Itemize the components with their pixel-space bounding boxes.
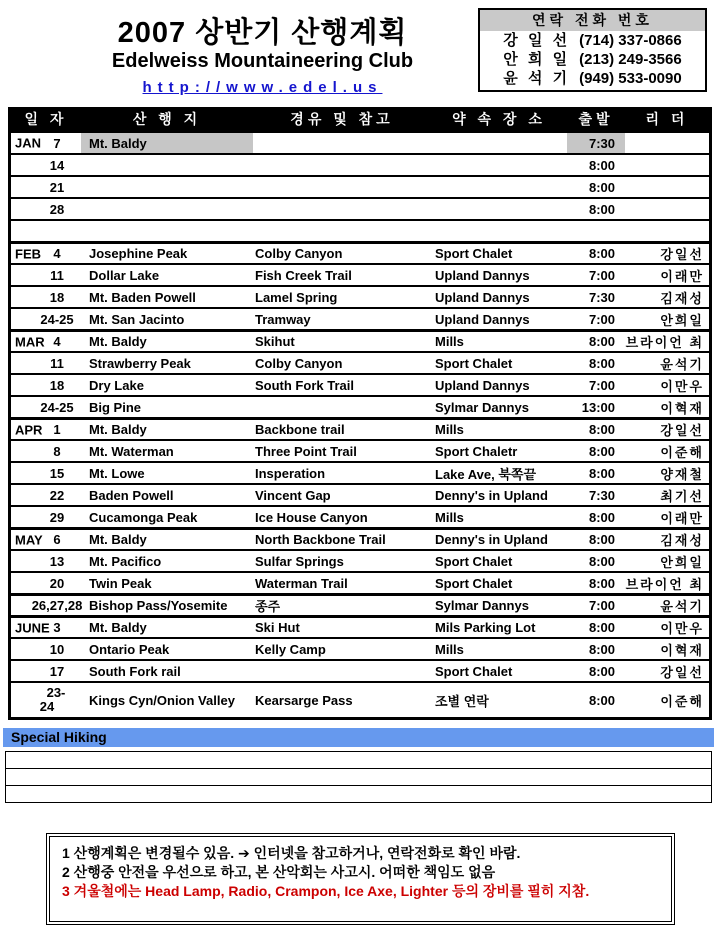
cell-departure: 8:00 <box>588 620 615 635</box>
cell-leader: 이만우 <box>660 378 704 394</box>
cell-departure: 8:00 <box>588 422 615 437</box>
cell-date <box>11 596 81 615</box>
cell-place: Mt. Baldy <box>89 422 147 437</box>
cell-departure: 7:00 <box>588 311 615 327</box>
cell-route: Kearsarge Pass <box>255 692 353 708</box>
cell-day: 24-25 <box>40 399 74 415</box>
contact-entry <box>480 50 705 69</box>
cell-day: 18 <box>49 289 65 305</box>
cell-departure: 7:30 <box>567 133 625 153</box>
cell-day: 17 <box>49 663 65 679</box>
cell-departure: 8:00 <box>588 532 615 547</box>
cell-place: Twin Peak <box>89 575 152 591</box>
cell-meeting <box>431 199 567 219</box>
cell-place: Mt. Baldy <box>89 334 147 349</box>
cell-meeting: Denny's in Upland <box>435 487 548 503</box>
cell-meeting: Sport Chalet <box>435 246 513 261</box>
note-line: 2 산행중 안전을 우선으로 하고, 본 산악회는 사고시. 어떠한 책임도 없음 <box>62 864 496 880</box>
cell-route: Waterman Trail <box>255 575 348 591</box>
cell-day: 7 <box>53 135 61 151</box>
cell-place: Cucamonga Peak <box>89 509 198 525</box>
cell-departure: 7:00 <box>588 267 615 283</box>
cell-date <box>11 287 81 307</box>
cell-date <box>11 639 81 659</box>
cell-day-line2: 24 <box>39 699 55 714</box>
cell-date <box>11 265 81 285</box>
contact-phone: (949) 533-0090 <box>579 70 682 87</box>
cell-date <box>11 133 81 153</box>
notes-box <box>46 833 675 925</box>
cell-departure: 8:00 <box>588 692 615 708</box>
table-row <box>11 197 709 219</box>
cell-departure: 8:00 <box>588 465 615 481</box>
cell-leader: 안희일 <box>660 312 704 328</box>
cell-meeting: Sylmar Dannys <box>435 399 529 415</box>
column-header: 경유 및 참고 <box>290 111 394 127</box>
cell-date <box>11 507 81 527</box>
cell-day: 24-25 <box>40 311 74 327</box>
club-name: Edelweiss Mountaineering Club <box>111 50 414 72</box>
cell-leader: 이래만 <box>660 510 704 526</box>
column-header: 리 더 <box>645 111 689 127</box>
cell-day: 4 <box>53 246 61 261</box>
schedule-table-header <box>11 107 709 131</box>
cell-leader: 브라이언 최 <box>625 576 704 592</box>
cell-departure: 8:00 <box>588 509 615 525</box>
cell-route <box>253 177 431 197</box>
column-header: 산 행 지 <box>132 111 202 127</box>
table-row <box>11 329 709 351</box>
special-hiking-rows <box>5 751 712 803</box>
cell-leader: 강일선 <box>660 664 704 680</box>
cell-month: JUNE <box>15 620 50 635</box>
cell-date <box>11 618 81 637</box>
cell-departure: 7:30 <box>588 487 615 503</box>
table-row <box>11 637 709 659</box>
special-hiking-empty-row <box>5 751 712 769</box>
special-hiking-title: Special Hiking <box>11 729 107 745</box>
cell-day: 14 <box>49 157 65 173</box>
cell-route: Ice House Canyon <box>255 509 368 525</box>
cell-departure: 13:00 <box>581 399 615 415</box>
cell-leader: 브라이언 최 <box>625 335 704 350</box>
cell-day: 20 <box>49 575 65 591</box>
cell-day: 13 <box>49 553 65 569</box>
cell-departure: 8:00 <box>588 443 615 459</box>
cell-place: Mt. Baldy <box>89 620 147 635</box>
cell-day: 11 <box>50 355 64 371</box>
cell-place: Mt. Baldy <box>81 133 253 153</box>
cell-departure: 8:00 <box>588 334 615 349</box>
cell-route: Fish Creek Trail <box>255 267 352 283</box>
schedule-table <box>8 107 712 720</box>
cell-leader <box>625 155 709 175</box>
page-title: 2007 상반기 산행계획 <box>117 17 408 49</box>
cell-date <box>11 375 81 395</box>
cell-place <box>81 177 253 197</box>
table-row <box>11 439 709 461</box>
cell-date <box>11 661 81 681</box>
cell-departure: 8:00 <box>588 553 615 569</box>
cell-place: Josephine Peak <box>89 246 188 261</box>
contact-entry <box>480 31 705 50</box>
cell-meeting: Lake Ave, 북쪽끝 <box>435 466 537 482</box>
contact-list <box>480 31 705 88</box>
cell-departure: 7:30 <box>588 289 615 305</box>
cell-leader: 이만우 <box>660 621 704 636</box>
cell-route: Backbone trail <box>255 422 345 437</box>
cell-meeting <box>431 133 567 153</box>
table-row <box>11 351 709 373</box>
cell-day: 23- <box>46 685 66 700</box>
cell-date <box>11 155 81 175</box>
note-line: 1 산행계획은 변경될수 있음. ➔ 인터넷을 참고하거나, 연락전화로 확인 바람. <box>62 845 521 861</box>
cell-date <box>11 199 81 219</box>
cell-meeting: Mills <box>435 422 464 437</box>
cell-meeting: Sport Chaletr <box>435 443 518 459</box>
cell-date <box>11 420 81 439</box>
cell-departure: 8:00 <box>588 355 615 371</box>
cell-route <box>253 397 431 417</box>
cell-meeting: Sport Chalet <box>435 355 513 371</box>
cell-meeting: Sylmar Dannys <box>435 598 529 613</box>
cell-departure: 8:00 <box>588 179 615 195</box>
cell-place: South Fork rail <box>89 663 181 679</box>
cell-departure <box>567 221 625 241</box>
schedule-rows <box>11 131 709 717</box>
cell-date <box>11 573 81 593</box>
cell-leader: 강일선 <box>660 247 704 262</box>
contact-name: 안 희 일 <box>503 51 571 68</box>
cell-date <box>11 463 81 483</box>
cell-leader: 최기선 <box>660 488 704 504</box>
contact-name: 강 일 선 <box>503 32 571 49</box>
cell-meeting: Upland Dannys <box>435 311 530 327</box>
cell-route <box>253 133 431 153</box>
cell-date <box>11 397 81 417</box>
table-row <box>11 615 709 637</box>
cell-route: Colby Canyon <box>255 246 343 261</box>
cell-leader <box>625 199 709 219</box>
cell-day: 26,27,28 <box>31 598 83 613</box>
cell-leader: 안희일 <box>660 554 704 570</box>
cell-date <box>11 244 81 263</box>
table-row <box>11 263 709 285</box>
special-hiking-bar <box>3 728 714 747</box>
cell-departure: 8:00 <box>588 641 615 657</box>
cell-place: Kings Cyn/Onion Valley <box>89 692 235 708</box>
cell-date <box>11 177 81 197</box>
cell-route: North Backbone Trail <box>255 532 386 547</box>
cell-route <box>253 199 431 219</box>
cell-date <box>11 221 81 241</box>
cell-day: 29 <box>49 509 65 525</box>
cell-leader: 강일선 <box>660 423 704 438</box>
cell-place <box>81 155 253 175</box>
cell-route: Kelly Camp <box>255 641 326 657</box>
cell-route <box>253 661 431 681</box>
cell-place: Dollar Lake <box>89 267 160 283</box>
table-row <box>11 461 709 483</box>
club-url-link[interactable]: http://www.edel.us <box>142 79 383 96</box>
table-row <box>11 219 709 241</box>
cell-place: Mt. Lowe <box>89 465 145 481</box>
table-row <box>11 285 709 307</box>
cell-route: Insperation <box>255 465 326 481</box>
table-row <box>11 417 709 439</box>
cell-departure: 8:00 <box>588 201 615 217</box>
cell-route: Three Point Trail <box>255 443 357 459</box>
cell-day: 21 <box>49 179 65 195</box>
cell-meeting <box>431 177 567 197</box>
cell-day: 22 <box>49 487 65 503</box>
column-header: 출발 <box>578 111 614 127</box>
table-row <box>11 373 709 395</box>
cell-date <box>11 332 81 351</box>
contact-box <box>478 8 707 92</box>
cell-day: 6 <box>53 532 61 547</box>
cell-date <box>11 441 81 461</box>
cell-place <box>81 199 253 219</box>
contact-entry <box>480 69 705 88</box>
cell-leader: 양재철 <box>660 466 704 482</box>
contact-phone: (714) 337-0866 <box>579 32 682 49</box>
table-row <box>11 505 709 527</box>
cell-route <box>253 155 431 175</box>
cell-place: Baden Powell <box>89 487 174 503</box>
cell-day: 8 <box>53 443 61 459</box>
cell-meeting: Sport Chalet <box>435 553 513 569</box>
special-hiking-empty-row <box>5 768 712 786</box>
cell-leader: 이래만 <box>660 268 704 284</box>
cell-place: Mt. Baldy <box>89 532 147 547</box>
cell-departure: 8:00 <box>588 157 615 173</box>
cell-meeting: Upland Dannys <box>435 289 530 305</box>
cell-route: Sulfar Springs <box>255 553 344 569</box>
cell-route: Vincent Gap <box>255 487 331 503</box>
table-row <box>11 659 709 681</box>
cell-departure: 8:00 <box>588 575 615 591</box>
cell-meeting: Upland Dannys <box>435 377 530 393</box>
cell-date <box>11 551 81 571</box>
cell-leader <box>625 133 709 153</box>
cell-leader: 이혁재 <box>660 400 704 416</box>
cell-departure: 8:00 <box>588 663 615 679</box>
cell-day: 11 <box>50 267 64 283</box>
cell-meeting: Mills <box>435 334 464 349</box>
cell-leader: 김재성 <box>660 290 704 306</box>
cell-date <box>11 353 81 373</box>
table-row <box>11 241 709 263</box>
cell-route: Tramway <box>255 311 311 327</box>
cell-place: Mt. Baden Powell <box>89 289 196 305</box>
cell-leader: 김재성 <box>660 533 704 548</box>
cell-meeting: Sport Chalet <box>435 663 513 679</box>
table-row <box>11 681 709 717</box>
cell-day: 28 <box>49 201 65 217</box>
table-row <box>11 483 709 505</box>
cell-day: 4 <box>53 334 61 349</box>
table-row <box>11 153 709 175</box>
cell-meeting: Upland Dannys <box>435 267 530 283</box>
cell-date <box>11 683 81 717</box>
cell-place: Mt. Waterman <box>89 443 174 459</box>
table-row <box>11 131 709 153</box>
table-row <box>11 307 709 329</box>
cell-meeting: Denny's in Upland <box>435 532 548 547</box>
cell-route: South Fork Trail <box>255 377 354 393</box>
cell-departure: 7:00 <box>588 377 615 393</box>
cell-leader <box>625 221 709 241</box>
cell-route: Skihut <box>255 334 295 349</box>
column-header: 일 자 <box>24 111 68 127</box>
cell-place: Strawberry Peak <box>89 355 191 371</box>
cell-day: 15 <box>49 465 65 481</box>
cell-date <box>11 485 81 505</box>
cell-month: APR <box>15 422 43 437</box>
cell-route: 종주 <box>255 599 281 614</box>
table-row <box>11 395 709 417</box>
table-row <box>11 527 709 549</box>
contact-box-title: 연락 전화 번호 <box>480 10 705 31</box>
cell-day: 18 <box>49 377 65 393</box>
contact-phone: (213) 249-3566 <box>579 51 682 68</box>
cell-route: Lamel Spring <box>255 289 338 305</box>
cell-leader: 윤석기 <box>660 356 704 372</box>
cell-meeting: Mills <box>435 641 464 657</box>
note-line: 3 겨울철에는 Head Lamp, Radio, Crampon, Ice Axe, Lighter 등의 장비를 필히 지참. <box>62 883 590 899</box>
cell-place: Ontario Peak <box>89 641 170 657</box>
cell-meeting: Mils Parking Lot <box>435 620 536 635</box>
cell-place: Big Pine <box>89 399 142 415</box>
cell-place: Mt. Pacifico <box>89 553 162 569</box>
cell-meeting <box>431 221 567 241</box>
cell-departure: 8:00 <box>588 246 615 261</box>
cell-place <box>81 221 253 241</box>
cell-date <box>11 530 81 549</box>
cell-month: MAY <box>15 532 43 547</box>
cell-leader: 이준해 <box>660 693 704 709</box>
cell-day: 1 <box>53 422 61 437</box>
cell-day: 10 <box>49 641 65 657</box>
cell-route <box>253 221 431 241</box>
cell-meeting: 조별 연락 <box>435 693 489 709</box>
table-row <box>11 593 709 615</box>
cell-meeting: Mills <box>435 509 464 525</box>
cell-month: MAR <box>15 334 45 349</box>
cell-leader: 이혁재 <box>660 642 704 658</box>
cell-day: 3 <box>53 620 61 635</box>
table-row <box>11 175 709 197</box>
special-hiking-empty-row <box>5 785 712 803</box>
cell-route: Colby Canyon <box>255 355 343 371</box>
cell-leader <box>625 177 709 197</box>
cell-place: Mt. San Jacinto <box>89 311 185 327</box>
cell-date <box>11 309 81 329</box>
column-header: 약 속 장 소 <box>452 111 546 127</box>
cell-leader: 윤석기 <box>660 599 704 614</box>
cell-meeting: Sport Chalet <box>435 575 513 591</box>
contact-name: 윤 석 기 <box>503 70 571 87</box>
cell-month: FEB <box>15 246 41 261</box>
cell-month: JAN <box>15 135 42 151</box>
cell-departure: 7:00 <box>588 598 615 613</box>
cell-place: Dry Lake <box>89 377 144 393</box>
cell-route: Ski Hut <box>255 620 300 635</box>
table-row <box>11 549 709 571</box>
cell-place: Bishop Pass/Yosemite <box>89 598 228 613</box>
cell-leader: 이준해 <box>660 444 704 460</box>
cell-meeting <box>431 155 567 175</box>
table-row <box>11 571 709 593</box>
